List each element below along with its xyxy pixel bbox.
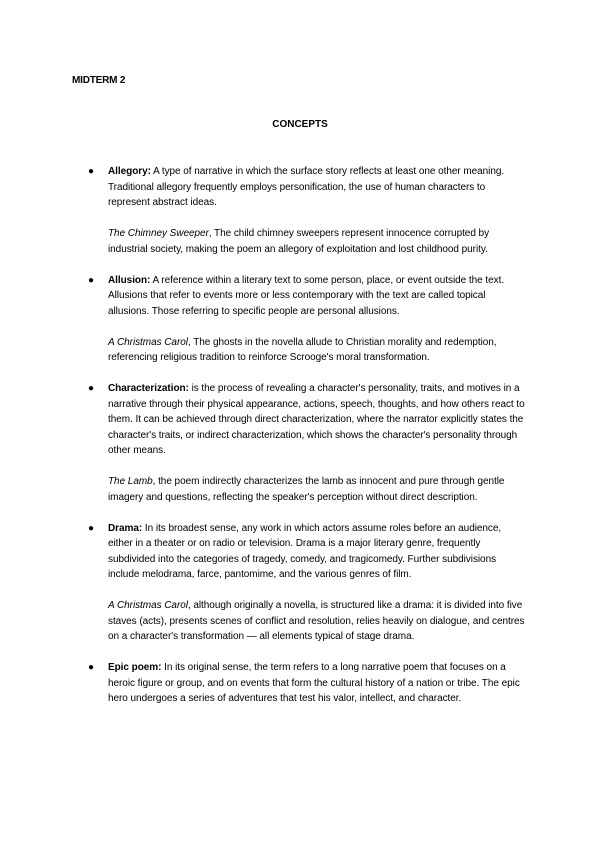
- example: [108, 598, 528, 645]
- example-work-title: The Lamb: [108, 476, 153, 487]
- example-text: , The child chimney sweepers represent innocence corrupted by industrial society, making the poem an allegory of exploitation and lost childhood purity.: [108, 228, 490, 255]
- definition: [108, 273, 528, 320]
- example-work-title: A Christmas Carol: [108, 336, 188, 348]
- definition: [108, 381, 528, 459]
- example-text: , The ghosts in the novella allude to Christian morality and redemption, referencing religious tradition to reinforce Scrooge's moral transformation.: [108, 336, 497, 363]
- definition-text: In its original sense, the term refers to a long narrative poem that focuses on a heroic figure or group, and on events that form the cultural history of a nation or tribe. The epic hero undergoes a series of adventures that test his valor, intellect, and character.: [108, 662, 520, 704]
- example-work-title: The Chimney Sweeper: [108, 228, 209, 239]
- definition: [108, 521, 528, 583]
- definition-text: A type of narrative in which the surface story reflects at least one other meaning. Traditional allegory frequently employs personification, the use of human characters to represent abstract ideas.: [108, 166, 505, 208]
- definition: [108, 164, 528, 211]
- term: Epic poem:: [108, 662, 162, 673]
- definition-text: is the process of revealing a character's personality, traits, and motives in a narrative through their physical appearance, actions, speech, thoughts, and how others react to them. It can be achieved through direct characterization, where the narrator explicitly states the character's traits, or indirect characterization, which shows the character's personality through other means.: [108, 383, 525, 456]
- term: Characterization:: [108, 383, 189, 394]
- example: [108, 335, 528, 366]
- bullet-icon: ●: [88, 383, 95, 394]
- list-item-allusion: [88, 273, 528, 366]
- example: [108, 226, 528, 257]
- example-text: , although originally a novella, is structured like a drama: it is divided into five staves (acts), presents scenes of conflict and resolution, relies heavily on dialogue, and centres on a character's transformation — all elements typical of stage drama.: [108, 600, 525, 642]
- term: Drama:: [108, 522, 143, 534]
- page-title: CONCEPTS: [272, 119, 328, 130]
- list-item-epic-poem: [88, 660, 528, 707]
- concept-list: [0, 164, 600, 707]
- list-item-drama: [88, 521, 528, 645]
- definition-text: A reference within a literary text to some person, place, or event outside the text. Allusions that refer to events more or less contemporary with the text are called topical allusions. Those referring to specific people are personal allusions.: [108, 274, 505, 317]
- example-text: , the poem indirectly characterizes the lamb as innocent and pure through gentle imagery and questions, reflecting the speaker's perception without direct description.: [108, 476, 505, 503]
- list-item-allegory: [88, 164, 528, 257]
- list-item-characterization: [88, 381, 528, 505]
- term: Allegory:: [108, 166, 151, 177]
- example: [108, 474, 528, 505]
- definition-text: In its broadest sense, any work in which actors assume roles before an audience, either in a theater or on radio or television. Drama is a major literary genre, frequently subdivided into the categories of tragedy, comedy, and tragicomedy. Further subdivisions include melodrama, farce, pantomime, and the various genres of film.: [108, 522, 502, 580]
- bullet-icon: ●: [88, 522, 95, 534]
- definition: [108, 660, 528, 707]
- term: Allusion:: [108, 274, 151, 286]
- document-header: MIDTERM 2: [72, 75, 126, 86]
- bullet-icon: ●: [88, 166, 95, 177]
- bullet-icon: ●: [88, 662, 95, 673]
- bullet-icon: ●: [88, 274, 95, 286]
- example-work-title: A Christmas Carol: [108, 600, 188, 611]
